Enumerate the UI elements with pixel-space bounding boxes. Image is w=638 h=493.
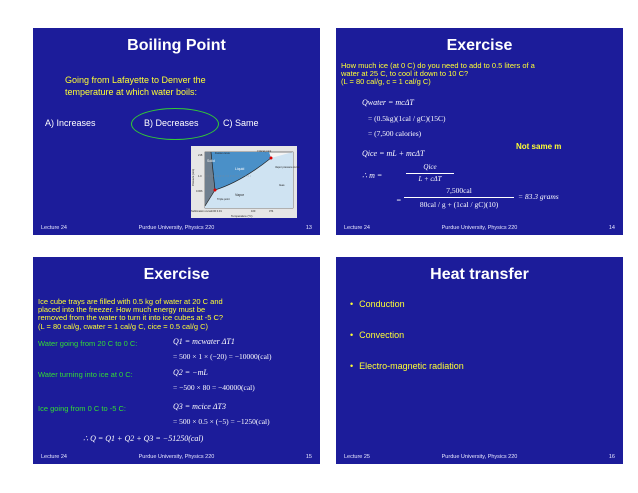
label-x-axis: Temperature (°C) (231, 214, 253, 218)
step-2-equation: Q2 = −mL (173, 368, 208, 377)
label-vapor-pressure: Vapor pressure curve (275, 166, 300, 169)
footer-center: Purdue University, Physics 220 (441, 454, 518, 460)
tick-374: 374 (269, 210, 274, 213)
slide-title: Exercise (143, 266, 210, 283)
equals-sign: = (396, 196, 402, 205)
label-critical-point: Critical point (257, 150, 272, 153)
step-3-calc: = 500 × 0.5 × (−5) = −1250(cal) (173, 417, 270, 426)
tick-218: 218 (198, 154, 203, 157)
option-a: A) Increases (45, 118, 96, 128)
footer-left: Lecture 24 (344, 225, 370, 231)
slide-title: Heat transfer (430, 266, 529, 283)
tick-0006: 0.006 (196, 190, 203, 193)
footer-left: Lecture 25 (344, 454, 370, 460)
bullet-text: Electro-magnetic radiation (359, 361, 464, 371)
label-triple-point: Triple point (217, 198, 230, 201)
equation-substitution: = (0.5kg)(1cal / gC)(15C) (368, 114, 446, 123)
step-3-equation: Q3 = mcice ΔT3 (173, 402, 226, 411)
highlight-oval (131, 108, 219, 140)
slide-exercise-ice (336, 28, 623, 235)
bullet-radiation (350, 361, 464, 371)
problem-line-1: Ice cube trays are filled with 0.5 kg of water at 20 C and (38, 297, 223, 306)
footer-page: 14 (608, 225, 615, 231)
label-vapor: Vapor (235, 193, 245, 197)
footer-page: 13 (305, 225, 312, 231)
problem-line-1: How much ice (at 0 C) do you need to add to 0.5 liters of a (341, 61, 535, 70)
label-liquid: Liquid (235, 167, 245, 171)
slide-title: Boiling Point (127, 37, 226, 54)
bullet-dot-icon: • (350, 361, 354, 371)
label-y-axis: Pressure (atm) (192, 168, 195, 186)
slide-exercise-ice-cube (33, 257, 320, 464)
fraction-bar-m (406, 173, 454, 174)
label-sublimation: Sublimation curve (191, 210, 212, 213)
phase-diagram (191, 146, 300, 218)
step-2-calc: = −500 × 80 = −40000(cal) (173, 383, 255, 392)
slide-heat-transfer (336, 257, 623, 464)
option-c: C) Same (223, 118, 259, 128)
slide-title: Exercise (446, 37, 513, 54)
question-line-2: temperature at which water boils: (65, 87, 198, 97)
footer-center: Purdue University, Physics 220 (138, 454, 215, 460)
equation-mass-denominator: 80cal / g + (1cal / gC)(10) (419, 200, 499, 209)
problem-line-2: placed into the freezer. How much energy must be (38, 305, 206, 314)
bullet-text: Conduction (359, 299, 405, 309)
option-b: B) Decreases (144, 118, 199, 128)
problem-line-2: water at 25 C, to cool it down to 10 C? (341, 69, 469, 78)
total-equation: ∴ Q = Q1 + Q2 + Q3 = −51250(cal) (83, 434, 204, 443)
step-2-label: Water turning into ice at 0 C: (38, 370, 133, 379)
equation-m-numerator: Qice (423, 163, 437, 171)
label-solid: Solid (207, 159, 215, 163)
bullet-dot-icon: • (350, 330, 354, 340)
problem-line-3: removed from the water to turn it into ice cubes at -5 C? (38, 313, 224, 322)
footer-page: 16 (608, 454, 615, 460)
label-gas: Gas (279, 183, 285, 187)
footer-center: Purdue University, Physics 220 (138, 225, 215, 231)
footer-left: Lecture 24 (41, 225, 67, 231)
equation-q-ice: Qice = mL + mcΔT (362, 149, 425, 158)
tick-100: 100 (251, 210, 256, 213)
slide-boiling-point (33, 28, 320, 235)
equation-m-denominator: L + cΔT (418, 175, 442, 183)
bullet-convection (350, 330, 404, 340)
problem-line-3: (L = 80 cal/g, c = 1 cal/g C) (341, 77, 431, 86)
step-3-label: Ice going from 0 C to -5 C: (38, 404, 126, 413)
bullet-text: Convection (359, 330, 405, 340)
equation-mass-numerator: 7,500cal (446, 186, 472, 195)
footer-center: Purdue University, Physics 220 (441, 225, 518, 231)
footer-page: 15 (305, 454, 312, 460)
tick-1: 1.0 (198, 175, 202, 178)
equation-q-water: Qwater = mcΔT (362, 98, 414, 107)
bullet-dot-icon: • (350, 299, 354, 309)
equation-mass-result: = 83.3 grams (518, 192, 559, 201)
equation-result-calories: = (7,500 calories) (368, 129, 422, 138)
step-1-equation: Q1 = mcwater ΔT1 (173, 337, 235, 346)
note-not-same-m: Not same m (516, 142, 562, 151)
footer-left: Lecture 24 (41, 454, 67, 460)
phase-diagram-graphic (191, 146, 300, 218)
bullet-conduction (350, 299, 405, 309)
fraction-bar-mass (404, 197, 514, 198)
step-1-label: Water going from 20 C to 0 C: (38, 339, 138, 348)
label-fusion-curve: Fusion curve (215, 152, 230, 155)
tick-0: 0.00 0.01 (211, 210, 222, 213)
step-1-calc: = 500 × 1 × (−20) = −10000(cal) (173, 352, 272, 361)
equation-m-lhs: ∴ m = (362, 171, 383, 180)
question-line-1: Going from Lafayette to Denver the (65, 75, 206, 85)
problem-line-4: (L = 80 cal/g, cwater = 1 cal/g C, cice = 0.5 cal/g C) (38, 322, 209, 331)
